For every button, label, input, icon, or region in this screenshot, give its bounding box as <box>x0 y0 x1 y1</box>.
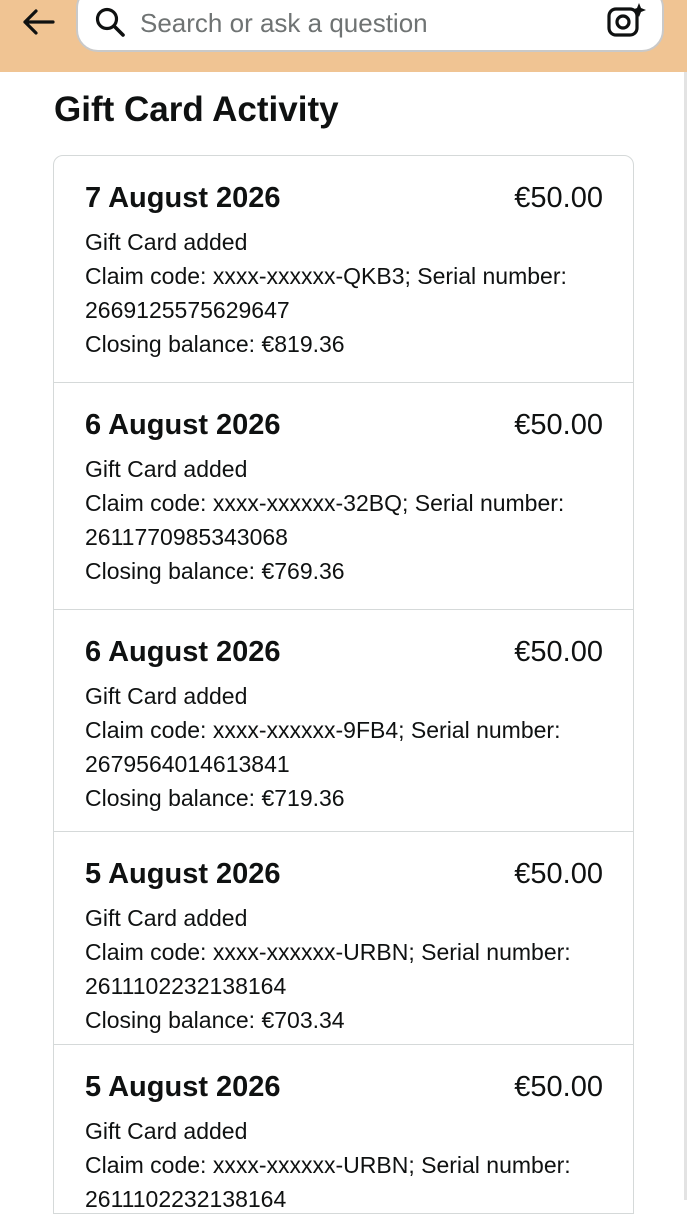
activity-description: Gift Card added <box>85 229 248 255</box>
serial-number-value: 2611102232138164 <box>85 1186 287 1212</box>
claim-code-value: xxxx-xxxxxx-QKB3 <box>212 263 405 289</box>
closing-balance-value: €719.36 <box>261 785 345 811</box>
claim-code-label: Claim code: <box>85 939 213 965</box>
claim-code-label: Claim code: <box>85 490 213 516</box>
closing-balance-label: Closing balance: <box>85 785 262 811</box>
activity-description: Gift Card added <box>85 1118 248 1144</box>
activity-date: 6 August 2026 <box>85 409 281 441</box>
activity-amount: €50.00 <box>514 1071 603 1103</box>
serial-number-value: 2611102232138164 <box>85 973 287 999</box>
closing-balance-label: Closing balance: <box>85 331 262 357</box>
claim-code-label: Claim code: <box>85 1152 213 1178</box>
closing-balance-label: Closing balance: <box>85 558 262 584</box>
activity-description: Gift Card added <box>85 905 248 931</box>
closing-balance-line <box>85 785 345 812</box>
back-arrow-icon <box>21 8 55 36</box>
activity-card <box>53 1044 634 1214</box>
serial-number-label: ; Serial number: <box>401 490 565 516</box>
closing-balance-value: €769.36 <box>261 558 345 584</box>
claim-code-line <box>85 263 567 290</box>
serial-number-value: 2669125575629647 <box>85 297 290 323</box>
search-input[interactable] <box>76 0 664 52</box>
closing-balance-value: €703.34 <box>261 1007 345 1033</box>
activity-description: Gift Card added <box>85 456 248 482</box>
claim-code-value: xxxx-xxxxxx-URBN <box>212 939 409 965</box>
claim-code-line <box>85 1152 571 1179</box>
serial-number-value: 2611770985343068 <box>85 524 288 550</box>
serial-number-label: ; Serial number: <box>408 1152 571 1178</box>
activity-amount: €50.00 <box>514 858 603 890</box>
search-placeholder: Search or ask a question <box>140 8 428 38</box>
activity-card <box>53 382 634 610</box>
claim-code-label: Claim code: <box>85 263 213 289</box>
closing-balance-value: €819.36 <box>261 331 345 357</box>
activity-card <box>53 831 634 1045</box>
activity-date: 5 August 2026 <box>85 858 281 890</box>
serial-number-label: ; Serial number: <box>404 263 567 289</box>
activity-amount: €50.00 <box>514 409 603 441</box>
activity-date: 7 August 2026 <box>85 182 281 214</box>
closing-balance-line <box>85 558 345 585</box>
activity-card <box>53 155 634 383</box>
activity-date: 5 August 2026 <box>85 1071 281 1103</box>
back-button[interactable] <box>18 2 58 42</box>
top-bar <box>0 0 687 72</box>
closing-balance-label: Closing balance: <box>85 1007 262 1033</box>
serial-number-label: ; Serial number: <box>398 717 561 743</box>
claim-code-label: Claim code: <box>85 717 213 743</box>
search-icon <box>94 6 126 38</box>
serial-number-label: ; Serial number: <box>408 939 571 965</box>
camera-search-icon[interactable] <box>606 2 646 40</box>
claim-code-line <box>85 490 564 517</box>
activity-amount: €50.00 <box>514 636 603 668</box>
claim-code-value: xxxx-xxxxxx-32BQ <box>212 490 402 516</box>
page-title: Gift Card Activity <box>54 90 339 129</box>
activity-date: 6 August 2026 <box>85 636 281 668</box>
claim-code-value: xxxx-xxxxxx-URBN <box>212 1152 409 1178</box>
activity-amount: €50.00 <box>514 182 603 214</box>
claim-code-value: xxxx-xxxxxx-9FB4 <box>212 717 399 743</box>
activity-description: Gift Card added <box>85 683 248 709</box>
activity-card <box>53 609 634 832</box>
serial-number-value: 2679564014613841 <box>85 751 290 777</box>
closing-balance-line <box>85 1007 345 1034</box>
claim-code-line <box>85 939 571 966</box>
claim-code-line <box>85 717 560 744</box>
closing-balance-line <box>85 331 345 358</box>
